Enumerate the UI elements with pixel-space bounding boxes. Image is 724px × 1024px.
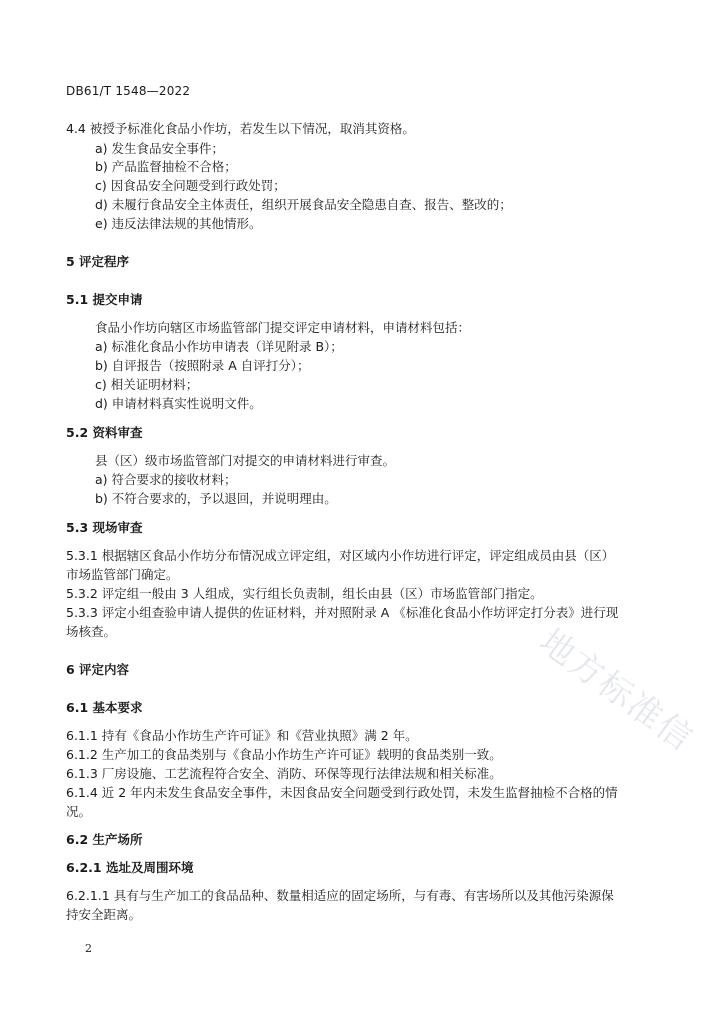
section-title-5-2: 5.2 资料审查 bbox=[66, 425, 143, 440]
list-item: b) 不符合要求的，予以退回，并说明理由。 bbox=[95, 491, 337, 506]
clause-5-3-3-cont: 场核查。 bbox=[66, 624, 117, 639]
page-number: 2 bbox=[85, 942, 92, 955]
list-item: b) 自评报告（按照附录 A 自评打分）； bbox=[95, 358, 310, 373]
section-title-6: 6 评定内容 bbox=[66, 662, 130, 677]
paragraph: 县（区）级市场监管部门对提交的申请材料进行审查。 bbox=[95, 453, 396, 468]
list-item: e) 违反法律法规的其他情形。 bbox=[95, 216, 262, 231]
paragraph: 食品小作坊向辖区市场监管部门提交评定申请材料，申请材料包括： bbox=[95, 320, 471, 335]
list-item: c) 相关证明材料； bbox=[95, 377, 199, 392]
clause-5-3-3: 5.3.3 评定小组查验申请人提供的佐证材料，并对照附录 A 《标准化食品小作坊评定打分表》进行现 bbox=[66, 605, 619, 620]
clause-6-2-1-1-cont: 持安全距离。 bbox=[66, 907, 142, 922]
list-item: d) 申请材料真实性说明文件。 bbox=[95, 396, 262, 411]
clause-4-4: 4.4 被授予标准化食品小作坊，若发生以下情况，取消其资格。 bbox=[66, 121, 415, 136]
clause-6-1-2: 6.1.2 生产加工的食品类别与《食品小作坊生产许可证》载明的食品类别一致。 bbox=[66, 747, 502, 762]
section-title-5-1: 5.1 提交申请 bbox=[66, 292, 143, 307]
list-item: a) 发生食品安全事件； bbox=[95, 141, 225, 156]
section-title-5-3: 5.3 现场审查 bbox=[66, 520, 143, 535]
list-item: c) 因食品安全问题受到行政处罚； bbox=[95, 178, 286, 193]
clause-6-1-3: 6.1.3 厂房设施、工艺流程符合安全、消防、环保等现行法律法规和相关标准。 bbox=[66, 766, 502, 781]
list-item: a) 符合要求的接收材料； bbox=[95, 472, 237, 487]
clause-5-3-1-cont: 市场监管部门确定。 bbox=[66, 567, 179, 582]
section-title-6-2-1: 6.2.1 选址及周围环境 bbox=[66, 860, 194, 875]
clause-5-3-1: 5.3.1 根据辖区食品小作坊分布情况成立评定组，对区域内小作坊进行评定，评定组成员由县（区） bbox=[66, 548, 615, 563]
standard-number: DB61/T 1548—2022 bbox=[66, 84, 191, 98]
watermark: 地方标准信 bbox=[531, 621, 701, 760]
section-title-6-2: 6.2 生产场所 bbox=[66, 832, 143, 847]
section-title-6-1: 6.1 基本要求 bbox=[66, 700, 143, 715]
clause-5-3-2: 5.3.2 评定组一般由 3 人组成，实行组长负责制，组长由县（区）市场监管部门指定。 bbox=[66, 586, 543, 601]
list-item: b) 产品监督抽检不合格； bbox=[95, 159, 237, 174]
list-item: a) 标准化食品小作坊申请表（详见附录 B）； bbox=[95, 339, 343, 354]
clause-6-1-4: 6.1.4 近 2 年内未发生食品安全事件，未因食品安全问题受到行政处罚，未发生监督抽检不合格的情 bbox=[66, 785, 618, 800]
clause-6-2-1-1: 6.2.1.1 具有与生产加工的食品品种、数量相适应的固定场所，与有毒、有害场所以及其他污染源保 bbox=[66, 888, 614, 903]
clause-6-1-4-cont: 况。 bbox=[66, 804, 92, 819]
list-item: d) 未履行食品安全主体责任，组织开展食品安全隐患自查、报告、整改的； bbox=[95, 197, 512, 212]
section-title-5: 5 评定程序 bbox=[66, 254, 130, 269]
clause-6-1-1: 6.1.1 持有《食品小作坊生产许可证》和《营业执照》满 2 年。 bbox=[66, 728, 418, 743]
